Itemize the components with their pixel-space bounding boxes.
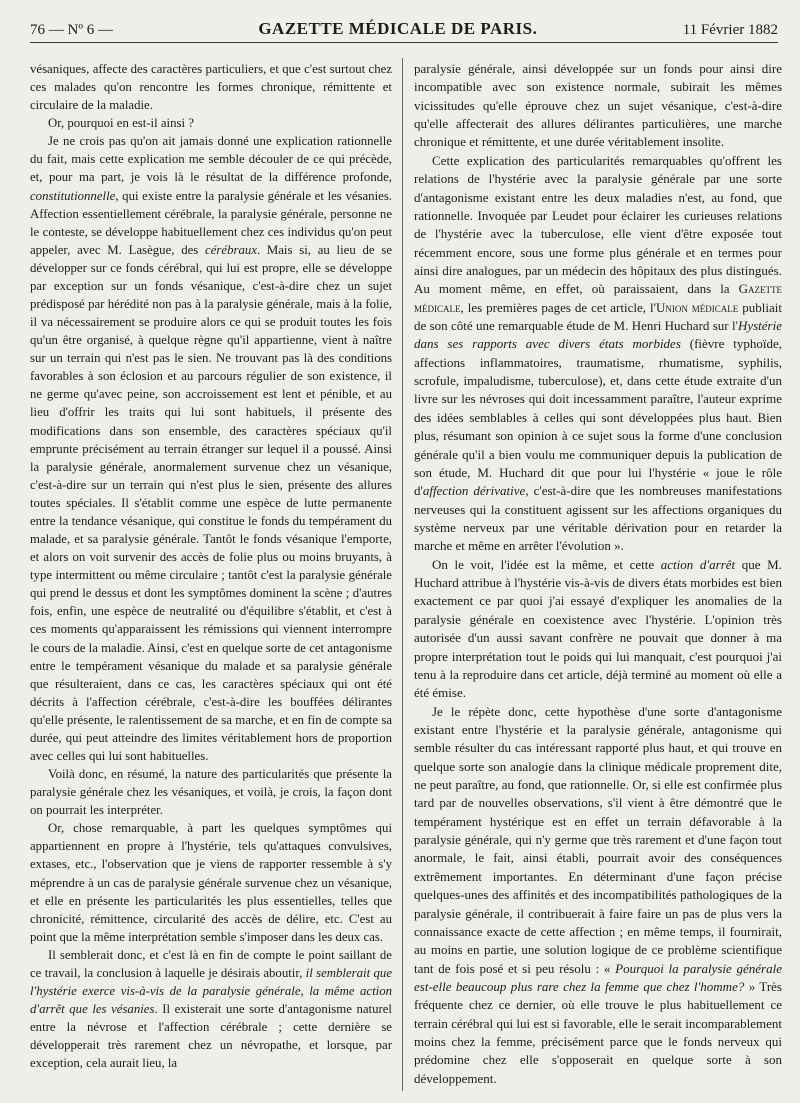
text-run: . Mais si, au lieu de se développer sur ce fonds cérébral, qui lui est propre, elle se développe par exception sur un fonds vésanique, c'est-à-dire chez un sujet prédisposé par hérédité non pas à la paralysie générale, mais à la folie, il va nécessairement se produire alors ce qui se produit toutes les fois qu'un être organisé, à quelque règne qu'il appartienne, vient à naître sur un terrain qui n'est pas le sien. Ne trouvant pas là des conditions favorables à son éclosion et au parcours régulier de son existence, il ne germe qu'avec peine, son accroissement est lent et pénible, et au lieu d'offrir les traits qui lui sont habituels, il présente des modifications dans son ensemble, des caractères spéciaux qu'il emprunte précisément au terrain étranger sur lequel il a poussé. Ainsi la paralysie générale, anormalement survenue chez un vésanique, c'est-à-dire sur un terrain qui n'est plus le sien, présente des allures toutes spéciales. Il s'établit comme une espèce de lutte permanente entre la tendance vésanique, qui constitue le fonds du tempérament du malade, et sa paralysie générale. Tantôt le fonds vésanique l'emporte, et alors on voit survenir des accès de folie plus ou moins bruyants, à type intermittent ou même circulaire ; tantôt c'est la paralysie générale qui prend le dessus et dont les symptômes dominent la scène ; d'autres fois, enfin, une espèce de neutralité ou d'équilibre s'établit, et c'est à ces moments qu'apparaissent les rémissions qui viennent interrompre le cours de la maladie. Ainsi, c'est en quelque sorte de cet antagonisme entre le tempérament vésanique du malade et sa paralysie générale que résulteraient, dans ce cas, les caractères spéciaux qui ont été décrits à l'affection cérébrale, c'est-à-dire les bouffées délirantes qu'elle présente, le ralentissement de sa marche, et en fin de compte sa durée, qui peut atteindre des limites véritablement hors de proportion avec celles qui lui sont habituelles. xyxy=(30,242,392,763)
journal-title: GAZETTE MÉDICALE DE PARIS. xyxy=(258,19,538,38)
paragraph xyxy=(414,152,782,556)
paragraph: Or, chose remarquable, à part les quelques symptômes qui appartiennent en propre à l'hystérie, tels qu'attaques convulsives, extases, etc., l'observation que je viens de rapporter ressemble à s'y méprendre à un cas de paralysie générale survenue chez un vésanique, et elle en présente les particularités les plus essentielles, telles que chronicité, rémittence, circularité des accès de délire, etc. C'est au point que la même interprétation semble s'imposer dans les deux cas. xyxy=(30,821,392,944)
italic-conclusion: il semblerait que l'hystérie exerce vis-à-vis de la paralysie générale, la même action d'arrêt que les vésanies xyxy=(30,965,392,1017)
left-column xyxy=(30,60,392,1072)
italic-term: cérébraux xyxy=(205,242,257,257)
italic-term: affection dérivative xyxy=(422,483,526,499)
paragraph: paralysie générale, ainsi développée sur un fonds pour ainsi dire incompatible avec son existence normale, subirait les mêmes vicissitudes qu'elle éprouve chez un sujet vésanique, c'est-à-dire qu'elle affecterait des allures délirantes particulières, une marche chronique et rémittente, et une durée véritablement insolite. xyxy=(414,61,782,150)
journal-name: Union médicale xyxy=(655,299,739,315)
text-run: On le voit, l'idée est la même, et cette xyxy=(432,556,661,572)
text-run: Cette explication des particularités remarquables qu'offrent les relations de l'hystérie avec la paralysie générale par une sorte d'antagonisme existant entre les deux maladies n'est, au fond, que rationnelle. Invoquée par Leudet pour éclairer les curieuses relations de l'hystérie avec la tuberculose, elle vient d'être exposée tout récemment encore, sous une forme plus générale et en termes pour ainsi dire analogues, par un médecin des hôpitaux des plus distingués. Au moment même, en effet, où paraissaient, dans la xyxy=(414,152,782,297)
paragraph xyxy=(30,946,392,1073)
right-column xyxy=(414,60,782,1088)
issue-date: 11 Février 1882 xyxy=(682,22,778,38)
text-run: Il semblerait donc, et c'est là en fin de compte le point saillant de ce travail, la conclusion à laquelle je désirais aboutir, xyxy=(30,947,392,980)
italic-title: Hystérie dans ses rapports avec divers états morbides xyxy=(414,318,782,352)
paragraph: Voilà donc, en résumé, la nature des particularités que présente la paralysie générale chez les vésaniques, et voilà, je crois, la façon dont on pourrait les interpréter. xyxy=(30,767,392,818)
page-number: 76 — Nº 6 — xyxy=(30,22,113,38)
text-run: » Très fréquente chez ce dernier, où elle trouve le plus habituellement ce terrain cérébral qui lui est si favorable, elle le serait incomparablement moins chez la femme, précisément parce que le fonds nerveux qui prédomine chez elle s'opposerait en quelque sorte à son développement. xyxy=(414,978,782,1086)
italic-question: Pourquoi la paralysie générale est-elle beaucoup plus rare chez la femme que chez l'homme? xyxy=(414,960,782,994)
journal-name: Gazette médicale xyxy=(414,281,782,315)
italic-term: constitutionnelle xyxy=(30,188,116,203)
text-run: , les premières pages de cet article, l' xyxy=(460,299,656,315)
text-run: Je le répète donc, cette hypothèse d'une sorte d'antagonisme existant entre l'hystérie et la paralysie générale, antagonisme qui semble résulter du cas intéressant rapporté plus haut, et qui trouve en quelque sorte son analogie dans la clinique médicale proprement dite, ne peut paraître, au fond, que rationnelle. Or, si elle est confirmée plus tard par de nouvelles observations, s'il vient à être démontré que le tempérament hystérique est en effet un terrain défavorable à la paralysie générale, qui n'y germe que très rarement et d'une façon tout anormale, le fait, ainsi établi, pourrait avoir des conséquences extrêmement importantes. En déterminant d'une façon précise quelques-unes des affinités et des incompatibilités pathologiques de la paralysie générale, il contribuerait à faire faire un pas de plus vers la connaissance exacte de cette affection ; en même temps, il fournirait, au moins en partie, une solution logique de ce problème scientifique tant de fois posé et si peu résolu : « xyxy=(414,703,782,976)
text-run: Je ne crois pas qu'on ait jamais donné une explication rationnelle du fait, mais cette explication me semble découler de ce qui précède, et, pour ma part, je vois là le résultat de la différence profonde, xyxy=(30,134,392,185)
text-run: que M. Huchard attribue à l'hystérie vis-à-vis de divers états morbides est bien exactement ce par quoi j'ai essayé d'expliquer les anomalies de la paralysie générale en coexistence avec l'hystérie. L'opinion très autorisée d'un aussi savant confrère ne pouvait que donner à ma propre interprétation tout le poids qui lui manquait, c'est pourquoi j'ai tenu à la reproduire dans cet article, déjà terminé au moment où elle a été émise. xyxy=(414,556,782,701)
paragraph: vésaniques, affecte des caractères particuliers, et que c'est surtout chez ces malades qu'on rencontre les formes chronique, rémittente et circulaire de la maladie. xyxy=(30,62,392,113)
paragraph xyxy=(30,132,392,765)
italic-term: action d'arrêt xyxy=(660,556,736,572)
column-divider xyxy=(402,58,403,1091)
paragraph xyxy=(414,703,782,1089)
text-run: , c'est-à-dire que les nombreuses manifestations nerveuses qui la constituent agissent sur les affections organiques du système nerveux par une véritable dérivation pour en retarder la marche et même en arrêter l'évolution ». xyxy=(414,483,782,554)
text-run: (fièvre typhoïde, affections inflammatoires, traumatisme, rhumatisme, syphilis, scrofule, impaludisme, tuberculose), et, dans cette étude extraite d'un livre sur les névroses qui doit incessamment paraître, l'auteur exprime des idées semblables à celles qui sont développées plus haut. Bien plus, résumant son opinion à ce sujet sous la forme d'une conclusion générale qu'il a bien voulu me communiquer depuis la publication de son étude, M. Huchard dit que pour lui l'hystérie « joue le rôle d' xyxy=(414,336,782,499)
paragraph xyxy=(414,556,782,703)
text-run: . Il existerait une sorte d'antagonisme naturel entre la névrose et l'affection cérébrale ; cette dernière se développerait très rarement chez un névropathe, et lorsque, par exception, cela aurait lieu, la xyxy=(30,1002,392,1071)
text-run: publiait de son côté une remarquable étude de M. Henri Huchard sur l' xyxy=(414,299,782,334)
page-header xyxy=(30,14,778,43)
paragraph: Or, pourquoi en est-il ainsi ? xyxy=(48,116,194,131)
text-run: , qui existe entre la paralysie générale et les vésanies. Affection essentiellement cérébrale, la paralysie générale, personne ne le conteste, se développe habituellement chez ces individus qu'on peut appeler, avec M. Lasègue, des xyxy=(30,188,392,257)
